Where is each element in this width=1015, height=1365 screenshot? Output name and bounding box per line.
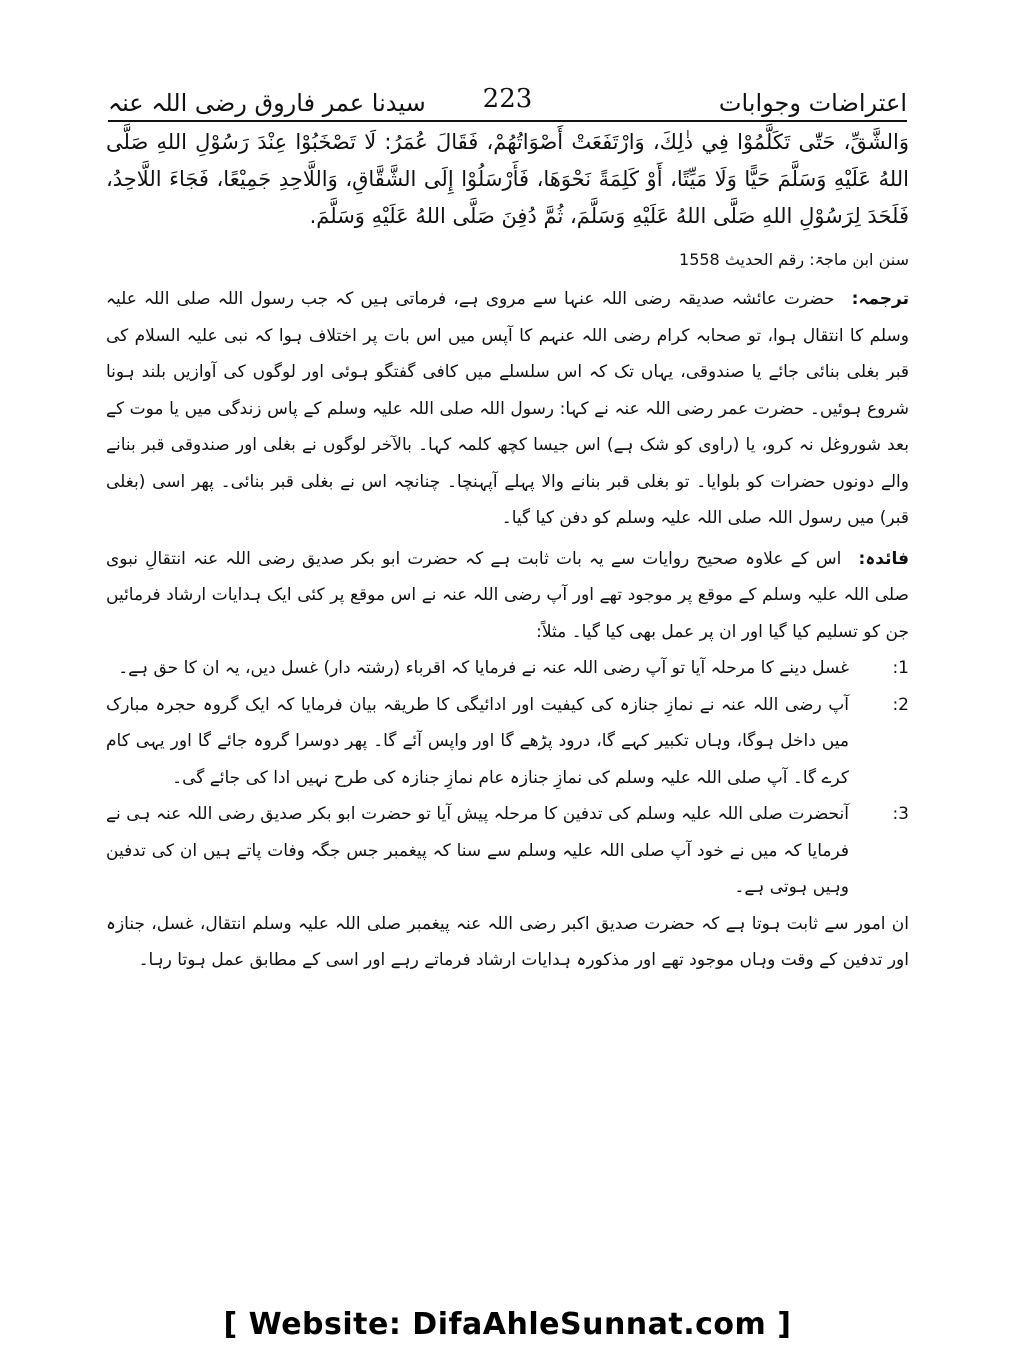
list-item-3 xyxy=(106,796,909,906)
section-title: اعتراضات وجوابات xyxy=(718,89,907,117)
book-title: سیدنا عمر فاروق رضی اللہ عنہ xyxy=(108,89,426,117)
list-number: 1: xyxy=(892,658,909,678)
page-number: 223 xyxy=(482,84,533,114)
translation-paragraph xyxy=(106,281,909,537)
list-item-text: آنحضرت صلی اللہ علیہ وسلم کی تدفین کا مرحلہ پیش آیا تو حضرت ابو بکر صدیق رضی اللہ عنہ ہی نے فرمایا کہ میں نے خود آپ صلی اللہ علیہ وسلم سے سنا کہ پیغمبر جس جگہ وفات پاتے ہیں ان کی تدفین وہیں ہوتی ہے۔ xyxy=(106,804,849,897)
translation-label: ترجمہ: xyxy=(851,289,910,309)
list-item-2 xyxy=(106,687,909,797)
hadith-reference: سنن ابن ماجۃ: رقم الحدیث 1558 xyxy=(679,250,909,269)
translation-text: حضرت عائشہ صدیقہ رضی اللہ عنہا سے مروی ہے، فرماتی ہیں کہ جب رسول اللہ صلی اللہ علیہ وسلم کا انتقال ہوا، تو صحابہ کرام رضی اللہ عنہم کا آپس میں اس بات پر اختلاف ہوا کہ نبی علیہ السلام کی قبر بغلی بنائی جائے یا صندوقی، یہاں تک کہ اس سلسلے میں کافی گفتگو ہوئی اور لوگوں کی آوازیں بلند ہونا شروع ہوئیں۔ حضرت عمر رضی اللہ عنہ نے کہا: رسول اللہ صلی اللہ علیہ وسلم کے پاس زندگی میں یا موت کے بعد شوروغل نہ کرو، یا (راوی کو شک ہے) اس جیسا کچھ کلمہ کہا۔ بالآخر لوگوں نے بغلی اور صندوقی قبر بنانے والے دونوں حضرات کو بلوایا۔ تو بغلی قبر بنانے والا پہلے آپہنچا۔ چنانچہ اس نے بغلی قبر بنائی۔ پھر اسی (بغلی قبر) میں رسول اللہ صلی اللہ علیہ وسلم کو دفن کیا گیا۔ xyxy=(106,289,909,528)
benefit-paragraph xyxy=(106,541,909,651)
website-footer: [ Website: DifaAhleSunnat.com ] xyxy=(223,1307,792,1342)
list-item-1 xyxy=(106,650,909,687)
arabic-hadith-text: وَالشَّقِّ، حَتّٰی تَكَلَّمُوْا فِي ذٰلِكَ، وَارْتَفَعَتْ أَصْوَاتُهُمْ، فَقَالَ عُمَرُ: لَا تَصْخَبُوْا عِنْدَ رَسُوْلِ اللهِ صَلَّى اللهُ عَلَيْهِ وَسَلَّمَ حَيًّا وَلَا مَيِّتًا، أَوْ كَلِمَةً نَحْوَهَا، فَأَرْسَلُوْا إِلَى الشَّقَّاقِ، وَاللَّاحِدِ جَمِيْعًا، فَجَاءَ اللَّاحِدُ، فَلَحَدَ لِرَسُوْلِ اللهِ صَلَّى اللهُ عَلَيْهِ وَسَلَّمَ، ثُمَّ دُفِنَ صَلَّى اللهُ عَلَيْهِ وَسَلَّمَ. xyxy=(106,130,909,228)
page-header xyxy=(108,82,907,118)
list-item-text: غسل دینے کا مرحلہ آیا تو آپ رضی اللہ عنہ نے فرمایا کہ اقرباء (رشتہ دار) غسل دیں، یہ ان کا حق ہے۔ xyxy=(118,658,849,678)
conclusion-paragraph: ان امور سے ثابت ہوتا ہے کہ حضرت صدیق اکبر رضی اللہ عنہ پیغمبر صلی اللہ علیہ وسلم انتقال، غسل، جنازہ اور تدفین کے وقت وہاں موجود تھے اور مذکورہ ہدایات ارشاد فرماتے رہے اور اسی کے مطابق عمل ہوتا رہا۔ xyxy=(106,913,909,970)
page-body xyxy=(106,124,909,979)
list-number: 3: xyxy=(892,804,909,824)
header-divider xyxy=(108,120,907,122)
benefit-label: فائدہ: xyxy=(858,548,909,569)
list-number: 2: xyxy=(892,694,909,715)
list-item-text: آپ رضی اللہ عنہ نے نمازِ جنازہ کی کیفیت اور ادائیگی کا طریقہ بیان فرمایا کہ ایک گروہ حجرہ مبارک میں داخل ہوگا، وہاں تکبیر کہے گا، درود پڑھے گا اور واپس آئے گا۔ پھر دوسرا گروہ جائے گا اور یہی کام کرے گا۔ آپ صلی اللہ علیہ وسلم کی نمازِ جنازہ عام نمازِ جنازہ کی طرح نہیں ادا کی جائے گی۔ xyxy=(106,694,849,788)
benefit-text: اس کے علاوہ صحیح روایات سے یہ بات ثابت ہے کہ حضرت ابو بکر صدیق رضی اللہ عنہ انتقالِ نبوی صلی اللہ علیہ وسلم کے موقع پر موجود تھے اور آپ رضی اللہ عنہ نے اس موقع پر کئی ایک ہدایات ارشاد فرمائیں جن کو تسلیم کیا گیا اور ان پر عمل بھی کیا گیا۔ مثلاً: xyxy=(106,548,909,642)
